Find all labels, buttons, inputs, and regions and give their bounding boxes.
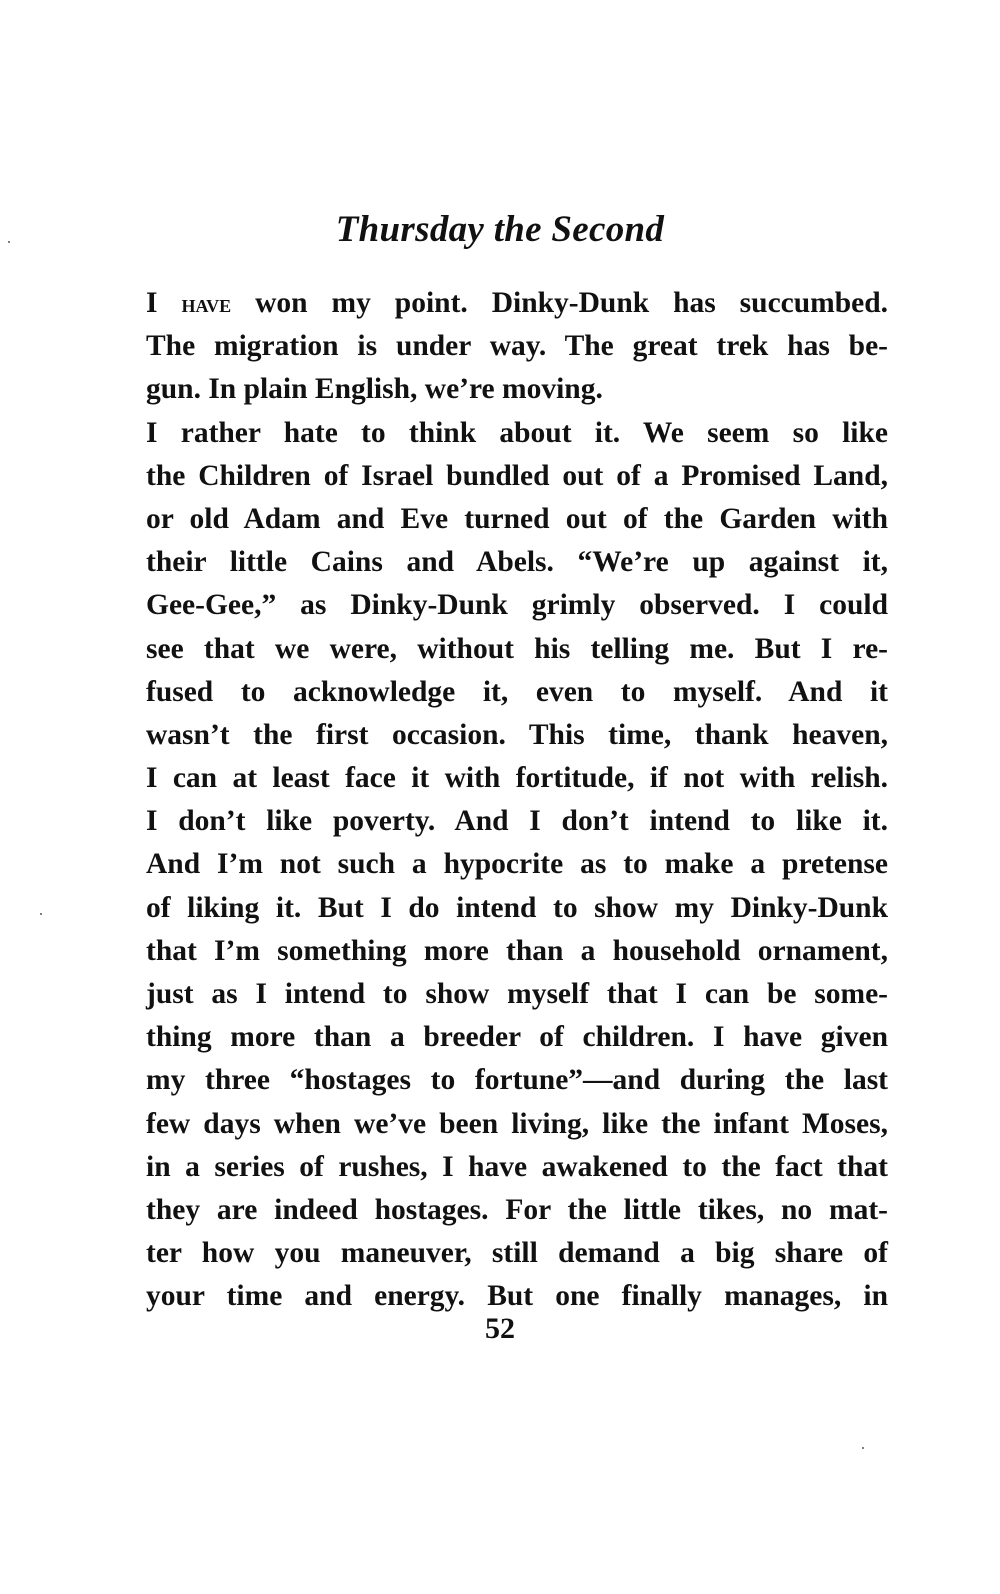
paragraph-2-line: in a series of rushes, I have awakened to the fact that: [146, 1150, 888, 1183]
paragraph-1-line-1: [146, 282, 888, 325]
paragraph-2-line: the Children of Israel bundled out of a Promised Land,: [146, 459, 888, 492]
paragraph-2-line: wasn’t the first occasion. This time, thank heaven,: [146, 718, 888, 751]
paragraph-2-line: they are indeed hostages. For the little tikes, no mat-: [146, 1193, 888, 1226]
paragraph-2-line: their little Cains and Abels. “We’re up against it,: [146, 546, 888, 579]
scan-speck: [8, 241, 10, 243]
paragraph-2-line: fused to acknowledge it, even to myself. And it: [146, 675, 888, 708]
paragraph-2-line: that I’m something more than a household ornament,: [146, 934, 888, 967]
body-text: [146, 282, 888, 1319]
paragraph-2-line: And I’m not such a hypocrite as to make a pretense: [146, 848, 888, 881]
paragraph-2-line: I can at least face it with fortitude, if not with relish.: [146, 762, 888, 795]
paragraph-1-line: The migration is under way. The great trek has be-: [146, 330, 888, 363]
paragraph-2-line: or old Adam and Eve turned out of the Garden with: [146, 502, 888, 535]
paragraph-2-line: I don’t like poverty. And I don’t intend to like it.: [146, 805, 888, 838]
paragraph-1-line: gun. In plain English, we’re moving.: [146, 373, 603, 406]
paragraph-2-line: ter how you maneuver, still demand a big share of: [146, 1237, 888, 1270]
opening-small-caps: have: [181, 289, 232, 318]
paragraph-2-line: of liking it. But I do intend to show my Dinky-Dunk: [146, 891, 888, 924]
paragraph-2-line: your time and energy. But one finally manages, in: [146, 1280, 888, 1313]
page-number: 52: [485, 1312, 515, 1345]
opening-letter: I: [146, 287, 158, 319]
scan-speck: [40, 913, 42, 915]
paragraph-2-line: I rather hate to think about it. We seem so like: [146, 416, 888, 449]
paragraph-2-line: just as I intend to show myself that I can be some-: [146, 978, 888, 1010]
paragraph-2-line: thing more than a breeder of children. I have given: [146, 1021, 888, 1054]
paragraph-2-line: see that we were, without his telling me. But I re-: [146, 632, 888, 665]
paragraph-2-line: Gee-Gee,” as Dinky-Dunk grimly observed. I could: [146, 589, 888, 622]
opening-line-text: won my point. Dinky-Dunk has succumbed.: [255, 287, 889, 319]
scan-speck: [862, 1447, 864, 1449]
paragraph-2-line: few days when we’ve been living, like the infant Moses,: [146, 1107, 888, 1140]
paragraph-2-line: my three “hostages to fortune”—and during the last: [146, 1064, 888, 1097]
running-head-title: Thursday the Second: [335, 209, 665, 250]
